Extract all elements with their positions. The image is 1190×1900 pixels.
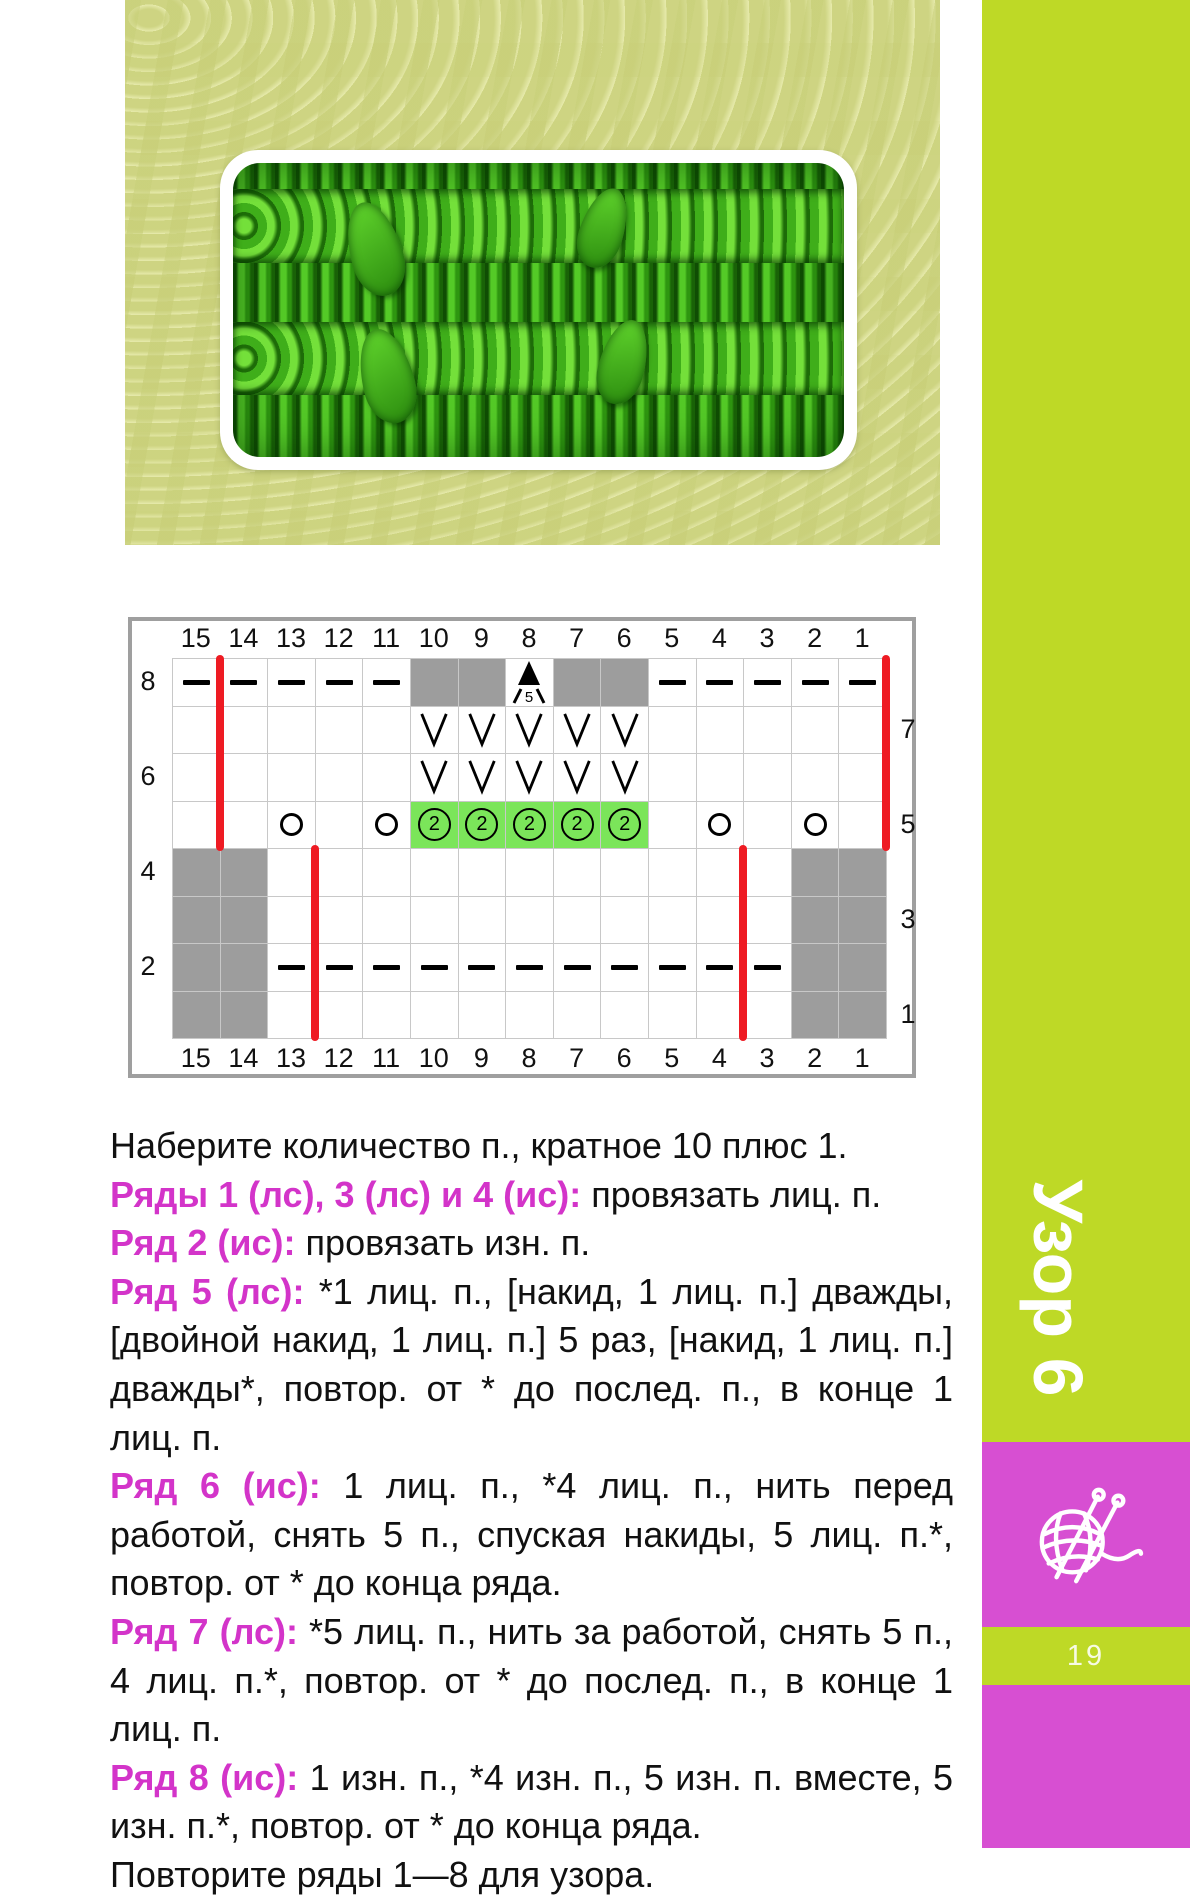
chart-cell xyxy=(506,897,554,945)
chart-row-label-left: 4 xyxy=(140,856,156,887)
chart-cell xyxy=(411,944,459,992)
chart-cell xyxy=(459,897,507,945)
chart-cell xyxy=(459,707,507,755)
sidebar-magenta-block xyxy=(982,1442,1190,1627)
chart-cell xyxy=(697,659,745,707)
chart-cell xyxy=(363,707,411,755)
chart-cell xyxy=(792,802,840,850)
chart-col-label-bottom: 3 xyxy=(759,1042,775,1073)
chart-row-label-left: 2 xyxy=(140,951,156,982)
chart-cell xyxy=(839,849,887,897)
chart-cell xyxy=(316,659,364,707)
purl-dash-symbol xyxy=(421,965,448,970)
chart-cell xyxy=(649,659,697,707)
chart-cell xyxy=(744,802,792,850)
repeat-marker-line xyxy=(882,655,890,851)
chart-cell xyxy=(316,992,364,1040)
row-heading: Ряд 2 (ис): xyxy=(110,1222,306,1264)
chart-cell xyxy=(697,707,745,755)
chart-cell xyxy=(839,802,887,850)
chart-cell xyxy=(173,754,221,802)
double-yarn-over-symbol: 2 xyxy=(561,808,594,841)
row-heading: Ряд 7 (лс): xyxy=(110,1610,310,1652)
chart-cell xyxy=(268,802,316,850)
chart-cell xyxy=(506,944,554,992)
chart-cell xyxy=(411,992,459,1040)
chart-col-label-top: 9 xyxy=(473,622,489,653)
chart-col-label-top: 13 xyxy=(275,622,306,653)
chart-cell xyxy=(173,707,221,755)
slip-stitch-symbol xyxy=(512,711,546,749)
svg-text:5: 5 xyxy=(525,689,534,707)
chart-cell xyxy=(697,849,745,897)
chart-cell xyxy=(506,992,554,1040)
chart-cell xyxy=(792,659,840,707)
chart-col-label-top: 1 xyxy=(854,622,870,653)
chart-cell xyxy=(316,849,364,897)
purl-dash-symbol xyxy=(706,680,733,685)
purl-dash-symbol xyxy=(706,965,733,970)
chart-cell xyxy=(173,802,221,850)
repeat-marker-line xyxy=(216,655,224,851)
chart-cell xyxy=(268,849,316,897)
chart-cell xyxy=(221,754,269,802)
double-yarn-over-symbol: 2 xyxy=(418,808,451,841)
chart-cell xyxy=(363,754,411,802)
chart-col-label-bottom: 15 xyxy=(180,1042,211,1073)
page-number-strip xyxy=(982,1627,1190,1685)
chart-cell xyxy=(459,992,507,1040)
instruction-paragraph: Ряд 8 (ис): 1 изн. п., *4 изн. п., 5 изн. п. вместе, 5 изн. п.*, повтор. от * до конца ряда. xyxy=(110,1756,953,1847)
chart-cell xyxy=(316,944,364,992)
chart-cell xyxy=(506,659,554,707)
chart-cell xyxy=(316,802,364,850)
slip-stitch-symbol xyxy=(608,758,642,796)
purl-dash-symbol xyxy=(468,965,495,970)
chart-col-label-bottom: 13 xyxy=(275,1042,306,1073)
chart-col-label-bottom: 11 xyxy=(372,1042,401,1073)
page-number: 19 xyxy=(1066,1639,1106,1672)
chart-cell xyxy=(601,992,649,1040)
chart-cell xyxy=(839,944,887,992)
chart-cell xyxy=(221,659,269,707)
purl-dash-symbol xyxy=(754,965,781,970)
chart-row-label-left: 6 xyxy=(140,761,156,792)
purl-dash-symbol xyxy=(849,680,876,685)
purl-dash-symbol xyxy=(278,965,305,970)
chart-cell xyxy=(601,707,649,755)
chart-col-label-bottom: 4 xyxy=(711,1042,727,1073)
chart-cell xyxy=(411,754,459,802)
instructions xyxy=(110,1122,953,1900)
repeat-marker-line xyxy=(739,845,747,1041)
chart-cell xyxy=(506,707,554,755)
chart-cell xyxy=(554,897,602,945)
chart-cell xyxy=(601,944,649,992)
chart-cell xyxy=(601,897,649,945)
chart-row-label-right: 7 xyxy=(900,713,916,744)
chart-cell xyxy=(268,754,316,802)
instruction-paragraph: Ряд 5 (лс): *1 лиц. п., [накид, 1 лиц. п.] дважды, [двойной накид, 1 лиц. п.] 5 раз, [накид, 1 лиц. п.] дважды*, повтор. от * до послед. п., в конце 1 лиц. п. xyxy=(110,1270,953,1458)
chart-col-label-top: 6 xyxy=(616,622,632,653)
row-heading: Ряд 8 (ис): xyxy=(110,1756,310,1798)
chart-col-label-top: 14 xyxy=(228,622,259,653)
chart-cell xyxy=(411,659,459,707)
chart-col-label-top: 7 xyxy=(569,622,585,653)
chart-cell xyxy=(173,992,221,1040)
yarn-over-symbol xyxy=(375,813,398,836)
chart-cell xyxy=(839,659,887,707)
chart-cell xyxy=(411,849,459,897)
chart-col-label-bottom: 2 xyxy=(807,1042,823,1073)
chart-cell xyxy=(459,944,507,992)
chart-cell xyxy=(792,944,840,992)
chart-col-label-bottom: 10 xyxy=(418,1042,449,1073)
chart-col-label-bottom: 1 xyxy=(854,1042,870,1073)
bobble-band xyxy=(233,189,844,263)
slip-stitch-symbol xyxy=(560,758,594,796)
yarn-over-symbol xyxy=(804,813,827,836)
chart-cell xyxy=(173,849,221,897)
chart-cell xyxy=(649,754,697,802)
chart-col-label-top: 11 xyxy=(372,622,401,653)
purl-dash-symbol xyxy=(230,680,257,685)
chart-cell xyxy=(744,944,792,992)
chart-cell xyxy=(744,659,792,707)
chart-cell xyxy=(363,897,411,945)
instruction-paragraph: Ряды 1 (лс), 3 (лс) и 4 (ис): провязать лиц. п. xyxy=(110,1173,882,1215)
purl-dash-symbol xyxy=(373,965,400,970)
purl-dash-symbol xyxy=(516,965,543,970)
chart-cell xyxy=(459,659,507,707)
chart-cell xyxy=(744,992,792,1040)
chart-cell xyxy=(221,992,269,1040)
chart-cell xyxy=(792,849,840,897)
chart-cell xyxy=(649,802,697,850)
yarn-over-symbol xyxy=(280,813,303,836)
chart-cell xyxy=(268,659,316,707)
chart-cell xyxy=(221,707,269,755)
double-yarn-over-symbol: 2 xyxy=(608,808,641,841)
chart-col-label-top: 2 xyxy=(807,622,823,653)
chart-cell xyxy=(316,707,364,755)
slip-stitch-symbol xyxy=(465,758,499,796)
chart-cell xyxy=(221,849,269,897)
chart-col-label-bottom: 12 xyxy=(323,1042,354,1073)
chart-cell xyxy=(744,849,792,897)
chart-cell xyxy=(363,849,411,897)
chart-cell xyxy=(792,897,840,945)
chart-cell xyxy=(554,944,602,992)
slip-stitch-symbol xyxy=(512,758,546,796)
chart-cell xyxy=(506,802,554,850)
chart-col-label-top: 4 xyxy=(711,622,727,653)
chart-cell xyxy=(697,802,745,850)
double-yarn-over-symbol: 2 xyxy=(465,808,498,841)
chart-cell xyxy=(601,849,649,897)
chart-cell xyxy=(173,897,221,945)
double-yarn-over-symbol: 2 xyxy=(513,808,546,841)
chart-cell xyxy=(792,707,840,755)
chart-col-label-bottom: 8 xyxy=(521,1042,537,1073)
chart-cell xyxy=(221,944,269,992)
chart-col-label-bottom: 14 xyxy=(228,1042,259,1073)
chart-cell xyxy=(792,992,840,1040)
repeat-marker-line xyxy=(311,845,319,1041)
chart-col-label-top: 5 xyxy=(664,622,680,653)
chart-row-label-left: 8 xyxy=(140,666,156,697)
slip-stitch-symbol xyxy=(417,758,451,796)
instruction-paragraph: Наберите количество п., кратное 10 плюс 1. xyxy=(110,1125,848,1166)
chart-col-label-bottom: 9 xyxy=(473,1042,489,1073)
yarn-over-symbol xyxy=(708,813,731,836)
instruction-paragraph: Повторите ряды 1—8 для узора. xyxy=(110,1853,655,1895)
chart-cell xyxy=(459,754,507,802)
chart-cell xyxy=(221,802,269,850)
chart-cell xyxy=(173,659,221,707)
chart-cell xyxy=(744,707,792,755)
instruction-paragraph: Ряд 6 (ис): 1 лиц. п., *4 лиц. п., нить перед работой, снять 5 п., спуская накиды, 5 лиц. п.*, повтор. от * до конца ряда. xyxy=(110,1465,953,1604)
chart-cell xyxy=(411,897,459,945)
chart-cell xyxy=(601,754,649,802)
chart-cell xyxy=(268,992,316,1040)
chart-col-label-bottom: 6 xyxy=(616,1042,632,1073)
chart-cell xyxy=(221,897,269,945)
chart-cell xyxy=(792,754,840,802)
chart-cell xyxy=(554,849,602,897)
chart-row-label-right: 5 xyxy=(900,808,916,839)
chart-cell xyxy=(744,897,792,945)
purl-dash-symbol xyxy=(754,680,781,685)
chart-cell xyxy=(697,944,745,992)
chart-grid xyxy=(172,658,887,1039)
purl-dash-symbol xyxy=(373,680,400,685)
chart-cell xyxy=(839,992,887,1040)
chart-cell xyxy=(554,754,602,802)
chart-cell xyxy=(554,707,602,755)
chart-cell xyxy=(649,944,697,992)
swatch-photo xyxy=(233,163,844,457)
bobble-band xyxy=(233,322,844,396)
purl-dash-symbol xyxy=(326,680,353,685)
chart-cell xyxy=(268,707,316,755)
sidebar-magenta-block xyxy=(982,1685,1190,1848)
purl-dash-symbol xyxy=(183,680,210,685)
pattern-title: Узор 6 xyxy=(1019,1179,1097,1397)
chart-cell xyxy=(649,992,697,1040)
chart-cell xyxy=(839,707,887,755)
chart-cell xyxy=(411,802,459,850)
chart-cell xyxy=(697,897,745,945)
purl-dash-symbol xyxy=(611,965,638,970)
row-heading: Ряд 5 (лс): xyxy=(110,1270,319,1312)
chart-col-label-bottom: 7 xyxy=(569,1042,585,1073)
chart-cell xyxy=(363,992,411,1040)
chart-cell xyxy=(173,944,221,992)
swatch-photo-frame xyxy=(220,150,857,470)
purl-dash-symbol xyxy=(802,680,829,685)
purl-dash-symbol xyxy=(659,680,686,685)
yarn-ball-icon xyxy=(1027,1483,1145,1587)
chart-cell xyxy=(316,897,364,945)
chart-cell xyxy=(601,802,649,850)
row-heading: Ряды 1 (лс), 3 (лс) и 4 (ис): xyxy=(110,1173,592,1215)
chart-cell xyxy=(506,754,554,802)
chart-cell xyxy=(649,849,697,897)
chart-cell xyxy=(316,754,364,802)
knit-5-together-symbol xyxy=(509,660,549,707)
chart-col-label-top: 3 xyxy=(759,622,775,653)
chart-cell xyxy=(363,659,411,707)
chart-col-label-bottom: 5 xyxy=(664,1042,680,1073)
chart-cell xyxy=(839,897,887,945)
chart-cell xyxy=(649,897,697,945)
instruction-paragraph: Ряд 7 (лс): *5 лиц. п., нить за работой, снять 5 п., 4 лиц. п.*, повтор. от * до послед. п., в конце 1 лиц. п. xyxy=(110,1610,953,1750)
chart-cell xyxy=(554,659,602,707)
chart-cell xyxy=(363,802,411,850)
chart-cell xyxy=(697,754,745,802)
chart-cell xyxy=(697,992,745,1040)
instruction-paragraph: Ряд 2 (ис): провязать изн. п. xyxy=(110,1222,591,1264)
chart-cell xyxy=(363,944,411,992)
chart-cell xyxy=(554,802,602,850)
chart-cell xyxy=(649,707,697,755)
chart-cell xyxy=(268,897,316,945)
chart-row-label-right: 1 xyxy=(900,998,916,1029)
slip-stitch-symbol xyxy=(560,711,594,749)
chart-col-label-top: 15 xyxy=(180,622,211,653)
chart-col-label-top: 8 xyxy=(521,622,537,653)
chart-cell xyxy=(411,707,459,755)
slip-stitch-symbol xyxy=(465,711,499,749)
chart-cell xyxy=(601,659,649,707)
purl-dash-symbol xyxy=(659,965,686,970)
row-heading: Ряд 6 (ис): xyxy=(110,1465,344,1507)
slip-stitch-symbol xyxy=(417,711,451,749)
chart-cell xyxy=(554,992,602,1040)
chart-cell xyxy=(459,849,507,897)
chart-cell xyxy=(506,849,554,897)
chart-col-label-top: 10 xyxy=(418,622,449,653)
chart-col-label-top: 12 xyxy=(323,622,354,653)
purl-dash-symbol xyxy=(278,680,305,685)
sidebar xyxy=(982,0,1190,1848)
chart-cell xyxy=(839,754,887,802)
slip-stitch-symbol xyxy=(608,711,642,749)
chart-cell xyxy=(744,754,792,802)
chart-cell xyxy=(459,802,507,850)
purl-dash-symbol xyxy=(564,965,591,970)
purl-dash-symbol xyxy=(326,965,353,970)
chart-cell xyxy=(268,944,316,992)
chart-row-label-right: 3 xyxy=(900,903,916,934)
